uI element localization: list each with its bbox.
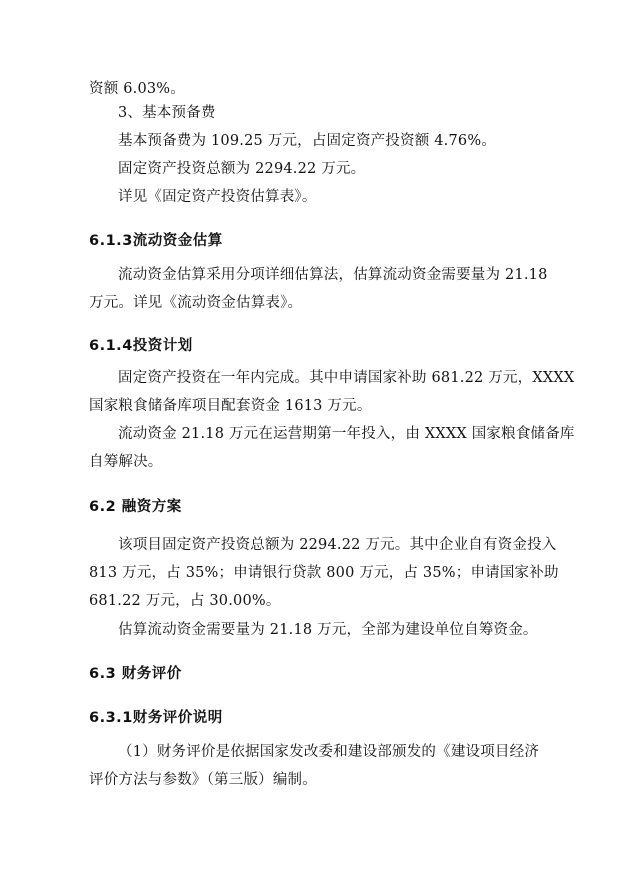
subsection-title: 3、基本预备费 [118,105,216,121]
paragraph-line: 固定资产投资总额为 2294.22 万元。 [118,161,366,177]
section-heading: 6.1.4投资计划 [89,338,193,354]
paragraph-line: 813 万元，占 35%；申请银行贷款 800 万元，占 35%；申请国家补助 [89,565,559,581]
paragraph-line: 681.22 万元，占 30.00%。 [89,593,281,609]
paragraph-line: 评价方法与参数》（第三版）编制。 [89,772,317,788]
section-heading: 6.2 融资方案 [89,499,182,515]
paragraph-line: （1）财务评价是依据国家发改委和建设部颁发的《建设项目经济 [118,744,540,760]
paragraph-line: 详见《固定资产投资估算表》。 [118,189,317,205]
paragraph-line: 固定资产投资在一年内完成。其中申请国家补助 681.22 万元，XXXX [118,370,575,386]
paragraph-line: 该项目固定资产投资总额为 2294.22 万元。其中企业自有资金投入 [118,537,557,553]
paragraph-line: 估算流动资金需要量为 21.18 万元，全部为建设单位自筹资金。 [118,622,538,638]
paragraph-line: 流动资金估算采用分项详细估算法，估算流动资金需要量为 21.18 [118,267,548,283]
paragraph-line: 自筹解决。 [89,454,163,470]
paragraph-line: 万元。详见《流动资金估算表》。 [89,295,303,311]
section-heading: 6.3 财务评价 [89,666,182,682]
paragraph-line: 国家粮食储备库项目配套资金 1613 万元。 [89,398,372,414]
paragraph-line: 流动资金 21.18 万元在运营期第一年投入，由 XXXX 国家粮食储备库 [118,426,575,442]
section-heading: 6.3.1财务评价说明 [89,710,223,726]
paragraph-line: 基本预备费为 109.25 万元，占固定资产投资额 4.76%。 [118,133,497,149]
paragraph-line: 资额 6.03%。 [89,81,185,97]
section-heading: 6.1.3流动资金估算 [89,233,223,249]
